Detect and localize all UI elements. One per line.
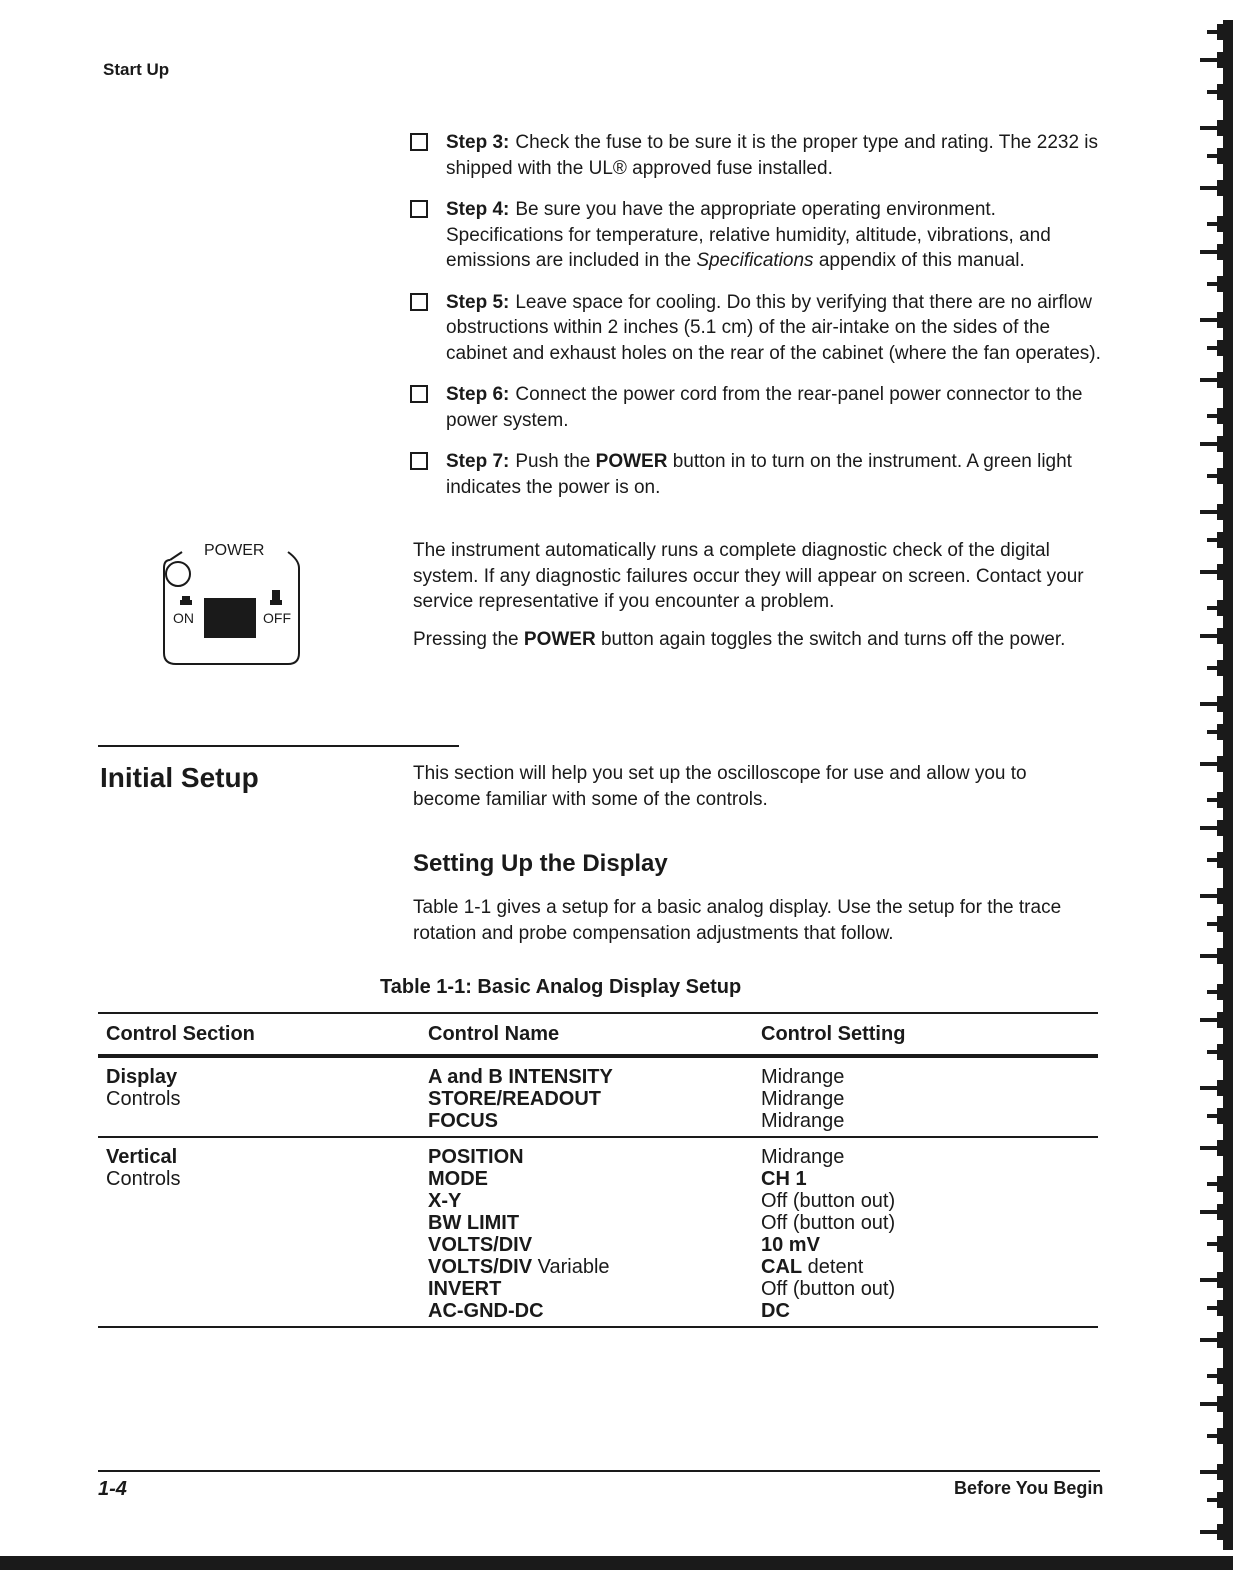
binding-mark — [1217, 724, 1223, 740]
binding-mark — [1217, 1176, 1223, 1192]
diagnostic-paragraph: The instrument automatically runs a complete diagnostic check of the digital system. If any diagnostic failures occur they will appear on screen. Contact your service representative if you encounter a problem. — [413, 540, 1084, 612]
page-number: 1-4 — [98, 1478, 127, 1500]
section-divider — [98, 745, 459, 747]
power-label: POWER — [204, 542, 265, 559]
binding-mark — [1217, 1300, 1223, 1316]
section-intro: This section will help you set up the oscilloscope for use and allow you to become familiar with some of the controls. — [413, 763, 1027, 810]
binding-mark — [1217, 1368, 1223, 1384]
section-title: Initial Setup — [100, 762, 259, 793]
binding-mark — [1217, 532, 1223, 548]
control-name: VOLTS/DIV Variable — [428, 1256, 610, 1278]
power-switch-button — [204, 598, 256, 638]
binding-mark — [1217, 180, 1223, 196]
table-group-rule — [98, 1326, 1098, 1328]
binding-mark — [1217, 820, 1223, 836]
control-name: INVERT — [428, 1278, 502, 1300]
control-setting: Midrange — [761, 1146, 845, 1168]
power-toggle-paragraph: Pressing the POWER button again toggles the switch and turns off the power. — [413, 629, 1066, 650]
on-label: ON — [173, 610, 194, 626]
step-item: Step 3: Check the fuse to be sure it is the proper type and rating. The 2232 is shipped with the UL® approved fuse installed. — [410, 130, 1110, 181]
binding-mark — [1217, 436, 1223, 452]
binding-spine — [1223, 20, 1233, 1550]
binding-mark — [1217, 1204, 1223, 1220]
control-name: A and B INTENSITY — [428, 1066, 613, 1088]
step-label: Step 6: — [446, 384, 510, 405]
checkbox-icon — [410, 200, 428, 218]
binding-mark — [1217, 852, 1223, 868]
subsection-intro: Table 1-1 gives a setup for a basic analog display. Use the setup for the trace rotation and probe compensation adjustments that follow. — [413, 897, 1062, 944]
binding-mark — [1217, 1012, 1223, 1028]
binding-mark — [1217, 408, 1223, 424]
binding-mark — [1217, 1140, 1223, 1156]
control-setting-cell — [761, 1066, 1098, 1132]
table-row-group — [98, 1058, 1098, 1136]
control-name: BW LIMIT — [428, 1212, 520, 1234]
control-setting: Midrange — [761, 1110, 845, 1132]
binding-mark — [1217, 984, 1223, 1000]
control-section-cell: Vertical Controls — [106, 1146, 181, 1190]
control-name: AC-GND-DC — [428, 1300, 544, 1322]
chapter-title: Before You Begin — [954, 1478, 1104, 1498]
binding-mark — [1217, 24, 1223, 40]
binding-edge-decoration — [1150, 0, 1233, 1584]
binding-mark — [1217, 1236, 1223, 1252]
scan-bottom-edge — [0, 1556, 1233, 1570]
table-caption: Table 1-1: Basic Analog Display Setup — [380, 976, 742, 998]
step-label: Step 3: — [446, 132, 510, 153]
control-setting: 10 mV — [761, 1234, 820, 1256]
binding-mark — [1217, 216, 1223, 232]
control-name: VOLTS/DIV — [428, 1234, 533, 1256]
binding-mark — [1217, 504, 1223, 520]
table-row-group — [98, 1138, 1098, 1326]
step-list — [410, 130, 1110, 516]
running-head: Start Up — [103, 60, 170, 79]
binding-mark — [1217, 1332, 1223, 1348]
control-setting: CH 1 — [761, 1168, 807, 1190]
step-item: Step 6: Connect the power cord from the rear-panel power connector to the power system. — [410, 382, 1110, 433]
control-setting: Off (button out) — [761, 1212, 896, 1234]
binding-mark — [1217, 148, 1223, 164]
control-setting-cell — [761, 1146, 1098, 1322]
step-label: Step 5: — [446, 291, 510, 313]
step-label: Step 7: — [446, 451, 510, 472]
binding-mark — [1217, 916, 1223, 932]
binding-mark — [1217, 1524, 1223, 1540]
binding-mark — [1217, 1492, 1223, 1508]
binding-mark — [1217, 628, 1223, 644]
binding-mark — [1217, 696, 1223, 712]
binding-mark — [1217, 792, 1223, 808]
binding-mark — [1217, 564, 1223, 580]
binding-mark — [1217, 600, 1223, 616]
header-control-setting: Control Setting — [761, 1022, 906, 1045]
control-setting: Off (button out) — [761, 1278, 896, 1300]
off-label: OFF — [263, 610, 291, 626]
step-item: Step 5: Leave space for cooling. Do this by verifying that there are no airflow obstructions within 2 inches (5.1 cm) of the air-intake on the sides of the cabinet and exhaust holes on the rear of the cabinet (where the fan operates). — [410, 290, 1110, 367]
binding-mark — [1217, 1396, 1223, 1412]
binding-mark — [1217, 84, 1223, 100]
binding-mark — [1217, 468, 1223, 484]
control-name: X-Y — [428, 1190, 462, 1212]
binding-mark — [1217, 120, 1223, 136]
binding-mark — [1217, 1080, 1223, 1096]
power-switch-diagram — [160, 538, 305, 668]
binding-mark — [1217, 312, 1223, 328]
power-indicator-light — [166, 562, 190, 586]
header-control-section: Control Section — [106, 1022, 255, 1045]
binding-mark — [1217, 1044, 1223, 1060]
checkbox-icon — [410, 293, 428, 311]
control-setting: DC — [761, 1300, 790, 1322]
binding-mark — [1217, 888, 1223, 904]
binding-mark — [1217, 276, 1223, 292]
step-item: Step 7: Push the POWER button in to turn on the instrument. A green light indicates the power is on. — [410, 449, 1110, 500]
header-control-name: Control Name — [428, 1022, 560, 1045]
binding-mark — [1217, 756, 1223, 772]
step-label: Step 4: — [446, 199, 510, 220]
control-name: STORE/READOUT — [428, 1088, 601, 1110]
binding-mark — [1217, 52, 1223, 68]
binding-mark — [1217, 372, 1223, 388]
binding-mark — [1217, 1108, 1223, 1124]
step-item: Step 4: Be sure you have the appropriate operating environment. Specifications for temperature, relative humidity, altitude, vibrations, and emissions are included in the Specifications appendix of this manual. — [410, 197, 1110, 274]
binding-mark — [1217, 948, 1223, 964]
binding-mark — [1217, 244, 1223, 260]
control-setting: CAL detent — [761, 1256, 864, 1278]
binding-mark — [1217, 660, 1223, 676]
binding-mark — [1217, 1464, 1223, 1480]
binding-mark — [1217, 1428, 1223, 1444]
control-name-cell — [428, 1146, 761, 1322]
table-header-row — [98, 1014, 1098, 1054]
control-setting: Midrange — [761, 1066, 845, 1088]
control-name-cell — [428, 1066, 761, 1132]
binding-mark — [1217, 340, 1223, 356]
checkbox-icon — [410, 452, 428, 470]
control-name: FOCUS — [428, 1110, 498, 1132]
control-setting: Midrange — [761, 1088, 845, 1110]
binding-mark — [1217, 1272, 1223, 1288]
control-name: POSITION — [428, 1146, 524, 1168]
setup-table — [98, 1012, 1098, 1328]
subheading: Setting Up the Display — [413, 850, 668, 877]
checkbox-icon — [410, 385, 428, 403]
checkbox-icon — [410, 133, 428, 151]
control-section-cell: Display Controls — [106, 1066, 181, 1110]
control-name: MODE — [428, 1168, 488, 1190]
control-setting: Off (button out) — [761, 1190, 896, 1212]
footer-rule — [98, 1470, 1100, 1472]
